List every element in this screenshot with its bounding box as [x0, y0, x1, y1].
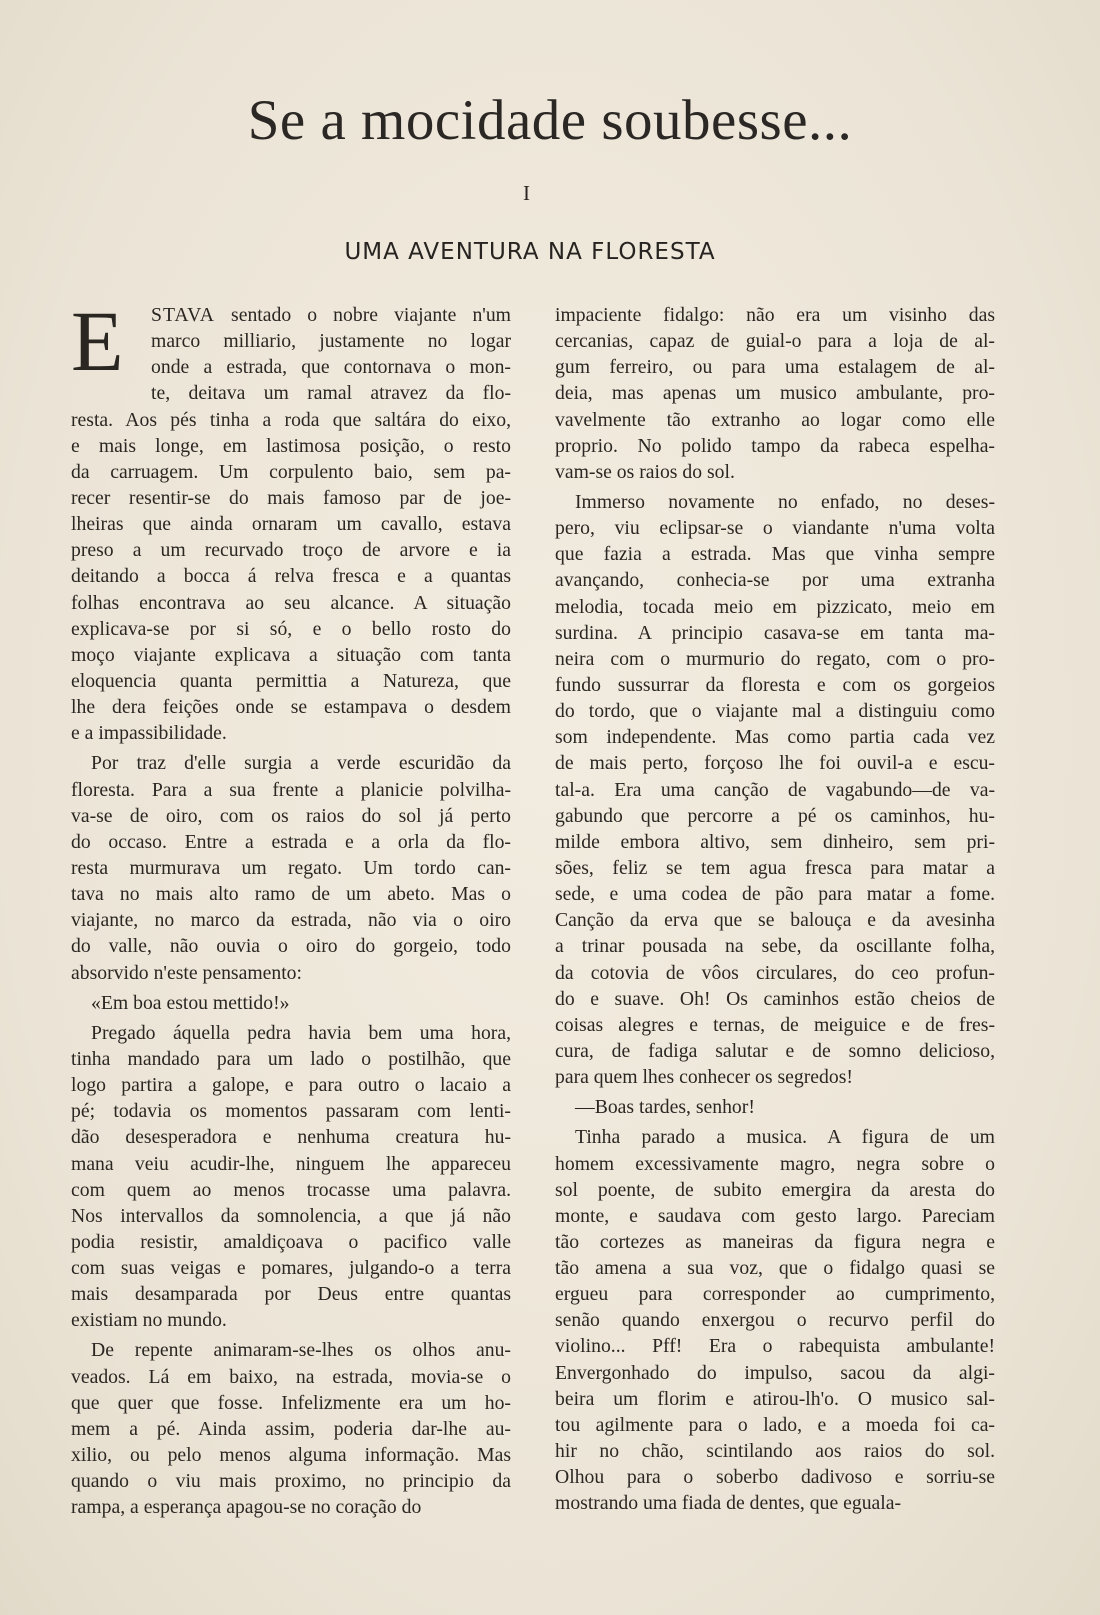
text-line: neira com o murmurio do regato, com o pro- [555, 647, 995, 670]
text-line: vavelmente tão extranho ao logar como elle [555, 408, 995, 431]
text-line: ergueu para corresponder ao cumprimento, [555, 1283, 995, 1306]
text-line: avançando, conhecia-se por uma extranha [555, 569, 995, 592]
text-line: folhas encontrava ao seu alcance. A situação [71, 591, 511, 614]
text-line: da carruagem. Um corpulento baio, sem pa- [71, 460, 511, 483]
text-line: —Boas tardes, senhor! [575, 1096, 755, 1119]
text-line: hir no chão, scintilando aos raios do sol. [555, 1440, 995, 1463]
text-line: do e suave. Oh! Os caminhos estão cheios de [555, 987, 995, 1010]
text-line: Tinha parado a musica. A figura de um [575, 1126, 995, 1149]
text-line: fundo sussurrar da floresta e com os gorgeios [555, 673, 995, 696]
text-line: te, deitava um ramal atravez da flo- [151, 382, 511, 405]
text-line: resta. Aos pés tinha a roda que saltára do eixo, [71, 408, 511, 431]
text-line: Por traz d'elle surgia a verde escuridão da [91, 752, 511, 775]
text-line: com suas veigas e pomares, julgando-o a terra [71, 1257, 511, 1280]
text-line: da cotovia de vôos circulares, do ceo profun- [555, 961, 995, 984]
text-line: Nos intervallos da somnolencia, a que já não [71, 1204, 511, 1227]
text-line: va-se de oiro, com os raios do sol já perto [71, 804, 511, 827]
text-line: a trinar pousada na sebe, da oscillante folha, [555, 935, 995, 958]
text-line: milde embora altivo, sem dinheiro, sem pri- [555, 830, 995, 853]
text-line: tão amena a sua voz, que o fidalgo quasi se [555, 1257, 995, 1280]
text-line: som independente. Mas como partia cada vez [555, 726, 995, 749]
paragraph [71, 990, 511, 1016]
text-line: impaciente fidalgo: não era um visinho das [555, 304, 995, 326]
text-line: Immerso novamente no enfado, no deses- [575, 490, 995, 513]
text-line: onde a estrada, que contornava o mon- [151, 356, 511, 379]
text-line: sol poente, de subito emergira da aresta do [555, 1178, 995, 1201]
text-line: proprio. No polido tampo da rabeca espelha- [555, 434, 995, 457]
text-line: sões, feliz se tem agua fresca para matar a [555, 856, 995, 879]
text-line: moço viajante explicava a situação com tanta [71, 643, 511, 666]
text-line: cercanias, capaz de guial-o para a loja de al- [555, 330, 995, 353]
text-line: dão desesperadora e nenhuma creatura hu- [71, 1126, 511, 1149]
text-line: de mais perto, forçoso lhe foi ouvil-a e escu- [555, 752, 995, 775]
text-line: logo partira a galope, e para outro o lacaio a [71, 1074, 511, 1097]
text-line: xilio, ou pelo menos alguma informação. Mas [71, 1444, 511, 1467]
text-line: surdina. A principio casava-se em tanta ma- [555, 621, 995, 644]
paragraph [71, 750, 511, 985]
paragraph [555, 489, 995, 1090]
text-line: homem excessivamente magro, negra sobre o [555, 1152, 995, 1175]
text-line: marco milliario, justamente no logar [151, 330, 511, 353]
text-line: beira um florim e atirou-lh'o. O musico sal- [555, 1387, 995, 1410]
drop-cap-paragraph-lines [71, 302, 511, 407]
paragraph [555, 1094, 995, 1120]
text-line: violino... Pff! Era o rabequista ambulante! [555, 1335, 995, 1358]
text-line: lhe dera feições onde se estampava o desdem [71, 696, 511, 719]
text-line: resta murmurava um regato. Um tordo can- [71, 856, 511, 879]
paragraph [71, 407, 511, 747]
text-line: pé; todavia os momentos passaram com lenti- [71, 1100, 511, 1123]
text-line: explicava-se por si só, e o bello rosto do [71, 617, 511, 640]
text-line: quando o viu mais proximo, no principio da [71, 1470, 511, 1493]
text-line: com quem ao menos trocasse uma palavra. [71, 1178, 511, 1201]
text-line: mais desamparada por Deus entre quantas [71, 1283, 511, 1306]
page-title: Se a mocidade soubesse... [247, 89, 853, 152]
text-line: que quer que fosse. Infelizmente era um ho- [71, 1391, 511, 1414]
text-line: floresta. Para a sua frente a planicie polvilha- [71, 778, 511, 801]
text-line: sede, e uma codea de pão para matar a fome. [555, 883, 995, 906]
text-line: cura, de fadiga salutar e de somno delicioso, [555, 1039, 995, 1062]
paragraph [555, 1124, 995, 1516]
text-line: coisas alegres e ternas, de meiguice e de fres- [555, 1013, 995, 1036]
first-word-small-caps: STAVA [151, 304, 215, 326]
right-column [555, 302, 995, 1516]
text-line: tal-a. Era uma canção de vagabundo—de va- [555, 778, 995, 801]
text-line: mostrando uma fiada de dentes, que eguala- [555, 1492, 902, 1515]
chapter-number: I [523, 181, 530, 205]
text-line: tão cortezes as maneiras da figura negra e [555, 1230, 995, 1253]
text-line: Canção da erva que se balouça e da avesinha [555, 909, 995, 932]
text-line: melodia, tocada meio em pizzicato, meio em [555, 595, 995, 618]
text-line: que fazia a estrada. Mas que vinha sempre [555, 543, 995, 566]
text-line: «Em boa estou mettido!» [91, 991, 290, 1014]
text-line: gum ferreiro, ou para uma estalagem de al- [555, 356, 995, 379]
text-line: senão quando enxergou o recurvo perfil do [555, 1309, 995, 1332]
drop-cap [71, 293, 137, 389]
text-line: rampa, a esperança apagou-se no coração do [71, 1496, 422, 1519]
text-line: lheiras que ainda ornaram um cavallo, estava [71, 513, 511, 536]
text-line: tava no mais alto ramo de um abeto. Mas o [71, 883, 511, 906]
bleed-through-text [340, 26, 1040, 96]
text-line: gabundo que percorre a pé os caminhos, hu- [555, 804, 995, 827]
chapter-title: UMA AVENTURA NA FLORESTA [344, 239, 716, 265]
text-line: do tordo, que o viajante mal a distinguiu como [555, 700, 995, 723]
text-line: deitando a bocca á relva fresca e a quantas [71, 565, 511, 588]
text-line: mem a pé. Ainda assim, poderia dar-lhe au- [71, 1417, 511, 1440]
paragraph [555, 302, 995, 485]
text-line [71, 302, 511, 328]
left-column-body [71, 407, 511, 1521]
text-line: absorvido n'este pensamento: [71, 961, 302, 984]
text-line: e mais longe, em lastimosa posição, o resto [71, 434, 511, 457]
right-column-body [555, 302, 995, 1516]
text-line: do valle, não ouvia o oiro do gorgeio, todo [71, 935, 511, 958]
text-line: Olhou para o soberbo dadivoso e sorriu-se [555, 1466, 995, 1489]
text-line: preso a um recurvado troço de arvore e ia [71, 539, 511, 562]
text-line: e a impassibilidade. [71, 722, 227, 745]
text-line: vam-se os raios do sol. [555, 460, 735, 483]
text-line: recer resentir-se do mais famoso par de joe- [71, 486, 511, 509]
paragraph [71, 1020, 511, 1334]
text-line: veados. Lá em baixo, na estrada, movia-se o [71, 1365, 511, 1388]
text-line: De repente animaram-se-lhes os olhos anu- [91, 1339, 511, 1362]
left-column [71, 293, 511, 1520]
text-line: monte, e saudava com gesto largo. Pareciam [555, 1204, 995, 1227]
text-line: do occaso. Entre a estrada e a orla da flo- [71, 830, 511, 853]
drop-cap-letter: E [71, 293, 124, 389]
text-line: existiam no mundo. [71, 1309, 227, 1332]
text-line: mana veiu acudir-lhe, ninguem lhe appareceu [71, 1152, 511, 1175]
text-line: eloquencia quanta permittia a Natureza, que [71, 669, 511, 692]
text-line: tinha mandado para um lado o postilhão, que [71, 1047, 511, 1070]
paragraph [71, 1337, 511, 1520]
text-line: podia resistir, amaldiçoava o pacifico valle [71, 1230, 511, 1253]
first-line-text: sentado o nobre viajante n'um [214, 304, 511, 326]
text-line: tou agilmente para o lado, e a moeda foi ca- [555, 1413, 995, 1436]
text-line: deia, mas apenas um musico ambulante, pro- [555, 382, 995, 405]
text-line: para quem lhes conhecer os segredos! [555, 1066, 853, 1089]
text-line: pero, viu eclipsar-se o viandante n'uma volta [555, 517, 995, 540]
text-line: Envergonhado do impulso, sacou da algi- [555, 1361, 995, 1384]
text-line: viajante, no marco da estrada, não via o oiro [71, 909, 511, 932]
text-line: Pregado áquella pedra havia bem uma hora, [91, 1021, 511, 1044]
